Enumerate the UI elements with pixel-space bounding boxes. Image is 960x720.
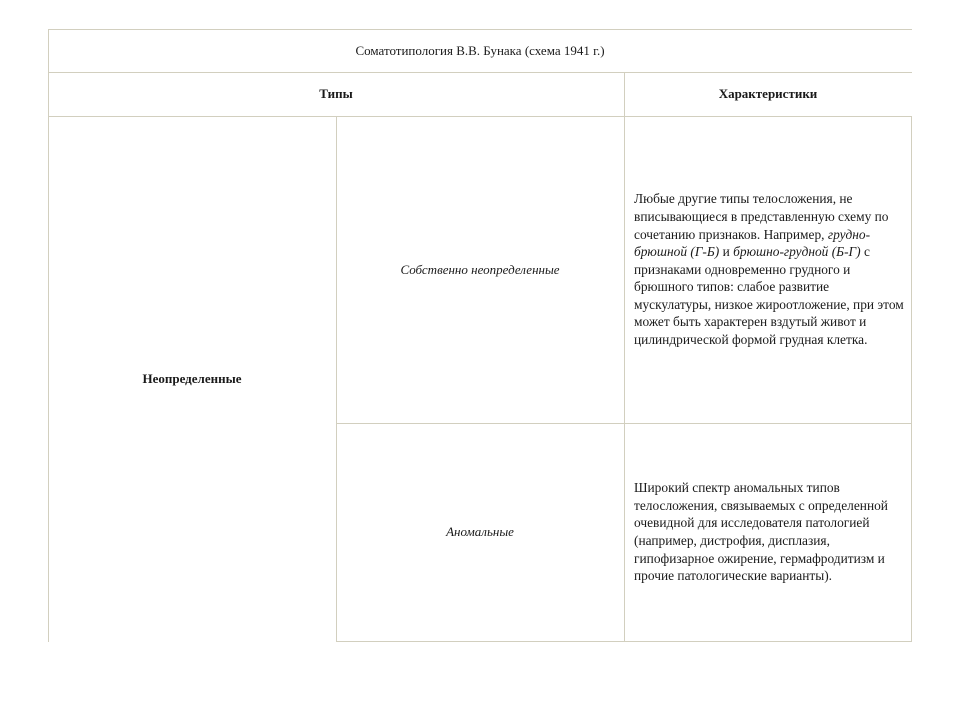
subtype-cell-2 [336,423,624,641]
description-1-italic1: грудно-брюшной (Г-Б) [634,226,871,260]
description-cell-2 [624,423,912,641]
header-types [48,72,624,116]
header-types-text: Типы [319,86,353,101]
table-title-text: Соматотипология В.В. Бунака (схема 1941 г.) [355,42,605,58]
description-cell-1 [624,116,912,423]
description-1-part1: Любые другие типы телосложения, не вписывающиеся в представленную схему по сочетанию признаков. Например, [634,191,889,242]
subtype-label-2: Аномальные [446,524,514,539]
somatotype-table [48,29,912,642]
description-1-part2: и [719,244,734,260]
group-label: Неопределенные [142,371,242,386]
header-characteristics-text: Характеристики [718,86,818,101]
subtype-cell-1 [336,116,624,423]
description-text-2: Широкий спектр аномальных типов телосложения, связываемых с определенной очевидной для исследователя патологией (например, дистрофия, дисплазия, гипофизарное ожирение, гермафродитизм и прочие патологические варианты). [634,480,888,584]
table-title [48,29,912,72]
description-1-part3: с признаками одновременно грудного и брюшного типов: слабое развитие мускулатуры, низкое жироотложение, при этом может быть характерен вздутый живот и цилиндрической формой грудная клетка. [634,244,904,348]
subtype-label-1: Собственно неопределенные [400,261,560,277]
description-text-1 [634,190,904,348]
description-1-italic2: брюшно-грудной (Б-Г) [733,244,861,260]
group-cell [48,116,336,642]
header-characteristics [624,72,912,116]
